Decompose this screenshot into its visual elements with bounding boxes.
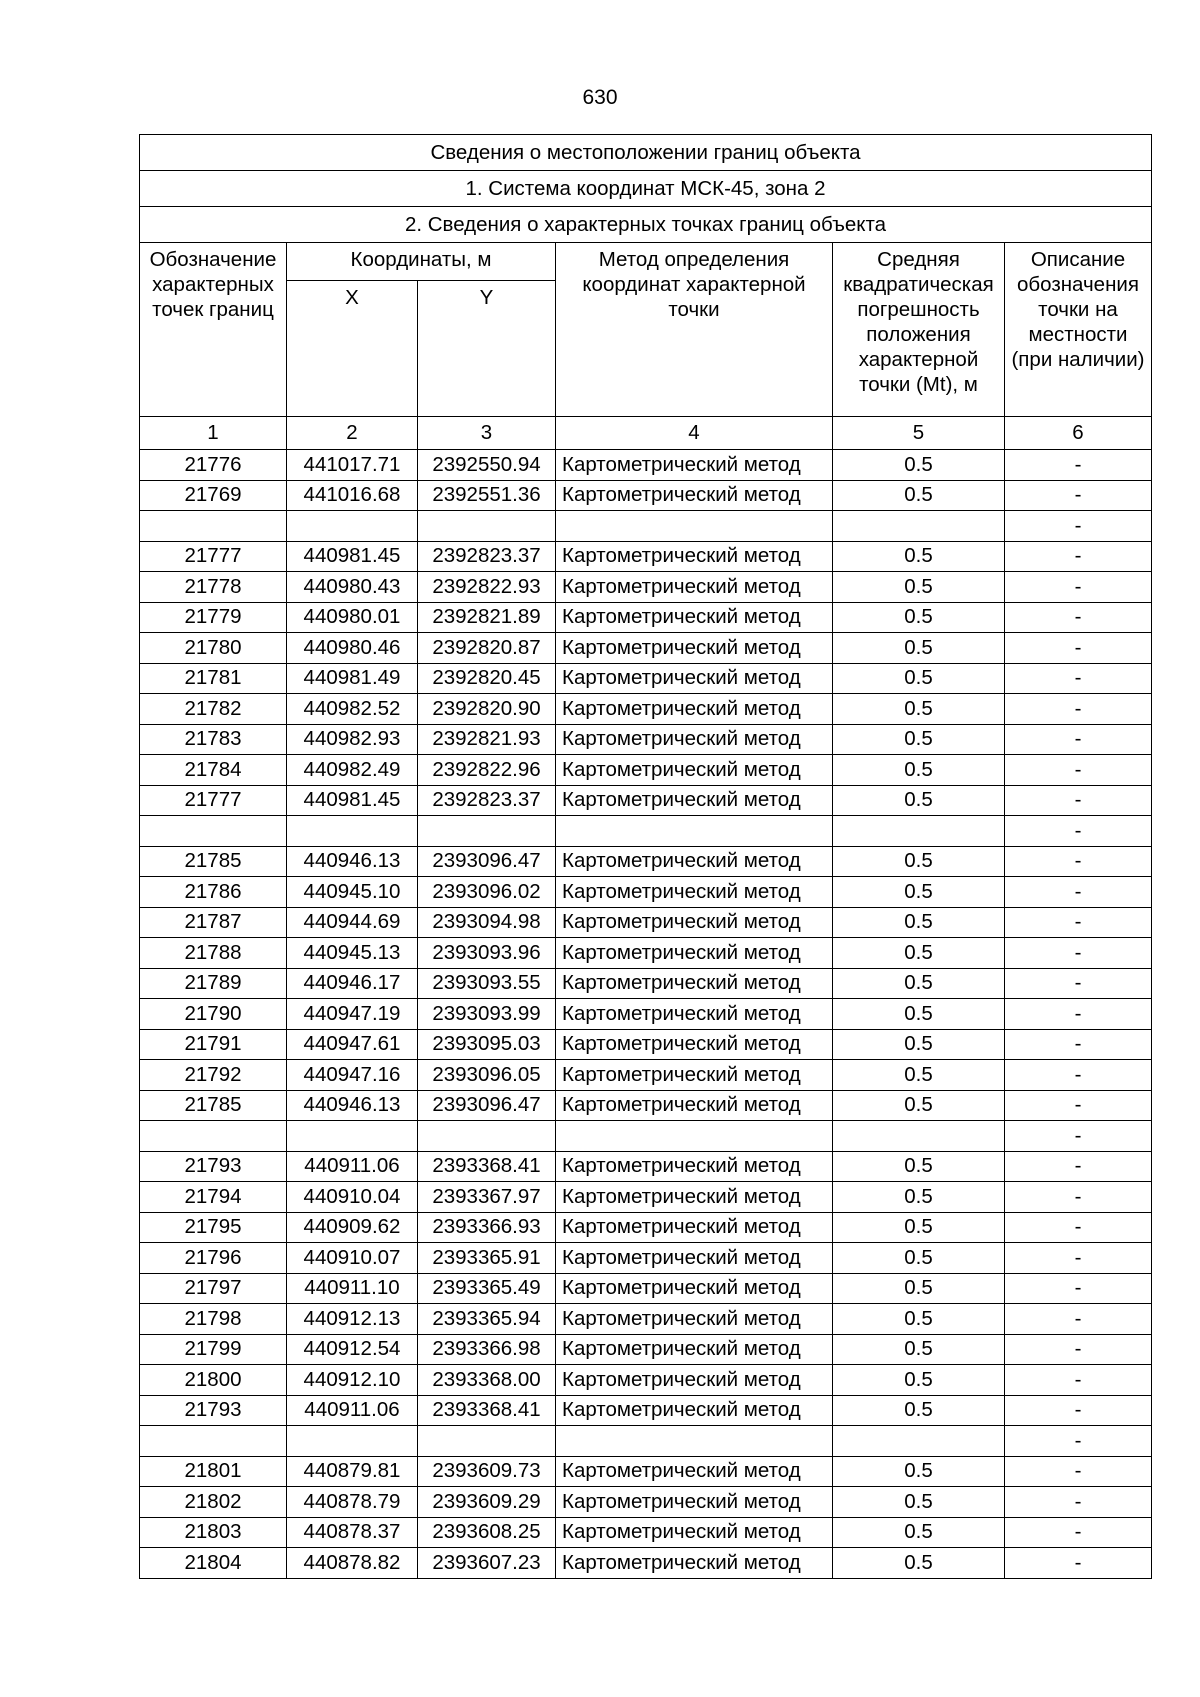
description-cell: - [1005,1182,1152,1213]
description-cell: - [1005,450,1152,481]
description-cell: - [1005,846,1152,877]
table-subtitle-row [140,207,1152,243]
x-coordinate-cell: 440912.10 [287,1365,418,1396]
point-id-cell: 21785 [140,1090,287,1121]
table-title: Сведения о местоположении границ объекта [140,135,1152,171]
y-coordinate-cell: 2393368.00 [418,1365,556,1396]
table-title-row [140,135,1152,171]
table-row [140,1334,1152,1365]
description-cell: - [1005,572,1152,603]
point-id-cell [140,816,287,847]
y-coordinate-cell: 2392822.93 [418,572,556,603]
table-row [140,816,1152,847]
method-cell: Картометрический метод [556,1548,833,1579]
x-coordinate-cell: 440980.01 [287,602,418,633]
page-number: 630 [582,86,618,109]
table-subtitle: 2. Сведения о характерных точках границ объекта [140,207,1152,243]
method-cell: Картометрический метод [556,877,833,908]
header-description: Описание обозначения точки на местности (при наличии) [1005,243,1152,417]
method-cell: Картометрический метод [556,602,833,633]
method-cell: Картометрический метод [556,1151,833,1182]
description-cell: - [1005,1090,1152,1121]
x-coordinate-cell: 440945.13 [287,938,418,969]
table-row [140,694,1152,725]
description-cell: - [1005,480,1152,511]
table-row [140,1548,1152,1579]
error-cell: 0.5 [833,480,1005,511]
x-coordinate-cell: 440944.69 [287,907,418,938]
coordinate-system-row [140,171,1152,207]
point-id-cell: 21788 [140,938,287,969]
y-coordinate-cell [418,511,556,542]
x-coordinate-cell: 440947.61 [287,1029,418,1060]
x-coordinate-cell: 440878.37 [287,1517,418,1548]
point-id-cell [140,511,287,542]
description-cell: - [1005,1426,1152,1457]
y-coordinate-cell: 2392821.89 [418,602,556,633]
y-coordinate-cell: 2392551.36 [418,480,556,511]
y-coordinate-cell: 2393609.29 [418,1487,556,1518]
error-cell: 0.5 [833,968,1005,999]
point-id-cell: 21782 [140,694,287,725]
point-id-cell: 21787 [140,907,287,938]
error-cell: 0.5 [833,572,1005,603]
error-cell: 0.5 [833,1273,1005,1304]
point-id-cell: 21791 [140,1029,287,1060]
method-cell: Картометрический метод [556,1487,833,1518]
table-row [140,846,1152,877]
x-coordinate-cell: 440980.46 [287,633,418,664]
x-coordinate-cell: 440947.19 [287,999,418,1030]
description-cell: - [1005,1334,1152,1365]
error-cell [833,1121,1005,1152]
method-cell: Картометрический метод [556,694,833,725]
y-coordinate-cell: 2393096.02 [418,877,556,908]
x-coordinate-cell: 440981.49 [287,663,418,694]
method-cell: Картометрический метод [556,1517,833,1548]
method-cell: Картометрический метод [556,572,833,603]
table-row [140,1273,1152,1304]
y-coordinate-cell: 2393093.55 [418,968,556,999]
x-coordinate-cell: 440909.62 [287,1212,418,1243]
point-id-cell: 21793 [140,1395,287,1426]
point-id-cell: 21778 [140,572,287,603]
error-cell: 0.5 [833,1243,1005,1274]
method-cell: Картометрический метод [556,450,833,481]
error-cell: 0.5 [833,1395,1005,1426]
y-coordinate-cell: 2393365.94 [418,1304,556,1335]
error-cell: 0.5 [833,1365,1005,1396]
description-cell: - [1005,1548,1152,1579]
description-cell: - [1005,1029,1152,1060]
table-row [140,1090,1152,1121]
method-cell [556,1121,833,1152]
table-row [140,1487,1152,1518]
x-coordinate-cell [287,1426,418,1457]
error-cell: 0.5 [833,633,1005,664]
boundary-points-table [139,134,1152,1579]
point-id-cell: 21783 [140,724,287,755]
error-cell: 0.5 [833,1212,1005,1243]
description-cell: - [1005,633,1152,664]
point-id-cell: 21801 [140,1456,287,1487]
point-id-cell: 21793 [140,1151,287,1182]
error-cell: 0.5 [833,1517,1005,1548]
method-cell: Картометрический метод [556,846,833,877]
x-coordinate-cell: 440982.49 [287,755,418,786]
y-coordinate-cell: 2392820.90 [418,694,556,725]
description-cell: - [1005,1060,1152,1091]
y-coordinate-cell [418,1121,556,1152]
description-cell: - [1005,877,1152,908]
method-cell: Картометрический метод [556,1304,833,1335]
x-coordinate-cell: 440981.45 [287,541,418,572]
description-cell: - [1005,968,1152,999]
error-cell: 0.5 [833,1304,1005,1335]
description-cell: - [1005,1243,1152,1274]
x-coordinate-cell: 440912.13 [287,1304,418,1335]
x-coordinate-cell: 440946.13 [287,1090,418,1121]
description-cell: - [1005,938,1152,969]
point-id-cell: 21780 [140,633,287,664]
method-cell: Картометрический метод [556,480,833,511]
error-cell: 0.5 [833,1456,1005,1487]
table-row [140,907,1152,938]
error-cell: 0.5 [833,724,1005,755]
error-cell: 0.5 [833,1334,1005,1365]
description-cell: - [1005,1487,1152,1518]
y-coordinate-cell: 2393368.41 [418,1151,556,1182]
error-cell: 0.5 [833,1487,1005,1518]
y-coordinate-cell: 2392821.93 [418,724,556,755]
method-cell [556,816,833,847]
x-coordinate-cell: 440911.06 [287,1395,418,1426]
x-coordinate-cell: 440982.52 [287,694,418,725]
method-cell: Картометрический метод [556,1243,833,1274]
method-cell: Картометрический метод [556,1060,833,1091]
header-x: X [287,281,418,417]
description-cell: - [1005,602,1152,633]
error-cell: 0.5 [833,846,1005,877]
x-coordinate-cell: 440910.04 [287,1182,418,1213]
error-cell: 0.5 [833,999,1005,1030]
method-cell: Картометрический метод [556,1090,833,1121]
table-row [140,633,1152,664]
y-coordinate-cell: 2392820.87 [418,633,556,664]
table-row [140,1517,1152,1548]
point-id-cell: 21790 [140,999,287,1030]
point-id-cell: 21792 [140,1060,287,1091]
method-cell: Картометрический метод [556,755,833,786]
method-cell: Картометрический метод [556,1273,833,1304]
point-id-cell: 21803 [140,1517,287,1548]
error-cell [833,511,1005,542]
column-numbers-row [140,417,1152,450]
description-cell: - [1005,511,1152,542]
point-id-cell: 21781 [140,663,287,694]
point-id-cell: 21797 [140,1273,287,1304]
method-cell: Картометрический метод [556,1029,833,1060]
header-row-1 [140,243,1152,281]
x-coordinate-cell: 440981.45 [287,785,418,816]
point-id-cell [140,1121,287,1152]
header-method: Метод определения координат характерной точки [556,243,833,417]
y-coordinate-cell: 2393367.97 [418,1182,556,1213]
description-cell: - [1005,1273,1152,1304]
method-cell: Картометрический метод [556,907,833,938]
point-id-cell: 21802 [140,1487,287,1518]
description-cell: - [1005,755,1152,786]
y-coordinate-cell: 2393607.23 [418,1548,556,1579]
point-id-cell: 21784 [140,755,287,786]
header-y: Y [418,281,556,417]
method-cell: Картометрический метод [556,938,833,969]
point-id-cell: 21776 [140,450,287,481]
table-row [140,1243,1152,1274]
point-id-cell: 21777 [140,785,287,816]
method-cell [556,511,833,542]
point-id-cell: 21800 [140,1365,287,1396]
table-row [140,724,1152,755]
method-cell: Картометрический метод [556,1365,833,1396]
y-coordinate-cell: 2393365.49 [418,1273,556,1304]
description-cell: - [1005,1456,1152,1487]
table-row [140,938,1152,969]
method-cell: Картометрический метод [556,724,833,755]
error-cell: 0.5 [833,694,1005,725]
y-coordinate-cell: 2393093.96 [418,938,556,969]
coordinate-system: 1. Система координат МСК-45, зона 2 [140,171,1152,207]
method-cell: Картометрический метод [556,1182,833,1213]
error-cell: 0.5 [833,785,1005,816]
error-cell: 0.5 [833,877,1005,908]
x-coordinate-cell: 441017.71 [287,450,418,481]
method-cell: Картометрический метод [556,633,833,664]
point-id-cell: 21804 [140,1548,287,1579]
y-coordinate-cell: 2393096.05 [418,1060,556,1091]
x-coordinate-cell: 440878.82 [287,1548,418,1579]
method-cell: Картометрический метод [556,541,833,572]
table-row [140,1365,1152,1396]
table-row [140,1426,1152,1457]
description-cell: - [1005,1395,1152,1426]
y-coordinate-cell: 2392823.37 [418,785,556,816]
error-cell: 0.5 [833,1090,1005,1121]
x-coordinate-cell: 440878.79 [287,1487,418,1518]
table-row [140,480,1152,511]
x-coordinate-cell: 440982.93 [287,724,418,755]
description-cell: - [1005,541,1152,572]
description-cell: - [1005,785,1152,816]
table-row [140,999,1152,1030]
column-number: 3 [418,417,556,450]
table-row [140,450,1152,481]
error-cell: 0.5 [833,755,1005,786]
column-number: 1 [140,417,287,450]
table-row [140,1060,1152,1091]
table-row [140,1212,1152,1243]
column-number: 6 [1005,417,1152,450]
table-row [140,1395,1152,1426]
x-coordinate-cell: 440945.10 [287,877,418,908]
table-row [140,663,1152,694]
point-id-cell: 21779 [140,602,287,633]
column-number: 5 [833,417,1005,450]
table-row [140,755,1152,786]
method-cell [556,1426,833,1457]
table-row [140,1029,1152,1060]
method-cell: Картометрический метод [556,1395,833,1426]
method-cell: Картометрический метод [556,999,833,1030]
point-id-cell: 21785 [140,846,287,877]
x-coordinate-cell [287,816,418,847]
y-coordinate-cell: 2393608.25 [418,1517,556,1548]
y-coordinate-cell: 2393093.99 [418,999,556,1030]
y-coordinate-cell: 2393366.93 [418,1212,556,1243]
y-coordinate-cell: 2393365.91 [418,1243,556,1274]
y-coordinate-cell: 2393094.98 [418,907,556,938]
description-cell: - [1005,694,1152,725]
error-cell: 0.5 [833,541,1005,572]
table-row [140,877,1152,908]
table-row [140,1456,1152,1487]
header-designation: Обозначение характерных точек границ [140,243,287,417]
table-row [140,968,1152,999]
description-cell: - [1005,663,1152,694]
header-coordinates: Координаты, м [287,243,556,281]
method-cell: Картометрический метод [556,968,833,999]
y-coordinate-cell: 2393096.47 [418,846,556,877]
error-cell: 0.5 [833,1548,1005,1579]
point-id-cell [140,1426,287,1457]
y-coordinate-cell: 2393609.73 [418,1456,556,1487]
column-number: 2 [287,417,418,450]
error-cell: 0.5 [833,1029,1005,1060]
point-id-cell: 21786 [140,877,287,908]
description-cell: - [1005,907,1152,938]
y-coordinate-cell: 2392822.96 [418,755,556,786]
error-cell: 0.5 [833,938,1005,969]
table-row [140,602,1152,633]
method-cell: Картометрический метод [556,785,833,816]
x-coordinate-cell: 440980.43 [287,572,418,603]
method-cell: Картометрический метод [556,663,833,694]
point-id-cell: 21769 [140,480,287,511]
table-row [140,541,1152,572]
description-cell: - [1005,1517,1152,1548]
error-cell: 0.5 [833,602,1005,633]
y-coordinate-cell: 2392550.94 [418,450,556,481]
x-coordinate-cell: 440910.07 [287,1243,418,1274]
x-coordinate-cell: 440947.16 [287,1060,418,1091]
x-coordinate-cell: 440911.10 [287,1273,418,1304]
x-coordinate-cell: 440946.17 [287,968,418,999]
y-coordinate-cell: 2392823.37 [418,541,556,572]
point-id-cell: 21777 [140,541,287,572]
y-coordinate-cell: 2393096.47 [418,1090,556,1121]
error-cell: 0.5 [833,1151,1005,1182]
x-coordinate-cell [287,511,418,542]
method-cell: Картометрический метод [556,1212,833,1243]
error-cell: 0.5 [833,1182,1005,1213]
y-coordinate-cell: 2393095.03 [418,1029,556,1060]
description-cell: - [1005,724,1152,755]
x-coordinate-cell: 440912.54 [287,1334,418,1365]
y-coordinate-cell [418,816,556,847]
error-cell: 0.5 [833,907,1005,938]
table-row [140,785,1152,816]
description-cell: - [1005,1365,1152,1396]
header-error: Средняя квадратическая погрешность положения характерной точки (Mt), м [833,243,1005,417]
description-cell: - [1005,999,1152,1030]
table-row [140,511,1152,542]
y-coordinate-cell [418,1426,556,1457]
point-id-cell: 21789 [140,968,287,999]
description-cell: - [1005,816,1152,847]
table-row [140,1182,1152,1213]
description-cell: - [1005,1151,1152,1182]
column-number: 4 [556,417,833,450]
table-row [140,1121,1152,1152]
error-cell [833,1426,1005,1457]
table-row [140,572,1152,603]
x-coordinate-cell [287,1121,418,1152]
description-cell: - [1005,1304,1152,1335]
error-cell: 0.5 [833,663,1005,694]
method-cell: Картометрический метод [556,1334,833,1365]
description-cell: - [1005,1121,1152,1152]
x-coordinate-cell: 440879.81 [287,1456,418,1487]
point-id-cell: 21799 [140,1334,287,1365]
error-cell [833,816,1005,847]
error-cell: 0.5 [833,450,1005,481]
method-cell: Картометрический метод [556,1456,833,1487]
y-coordinate-cell: 2392820.45 [418,663,556,694]
point-id-cell: 21798 [140,1304,287,1335]
point-id-cell: 21794 [140,1182,287,1213]
x-coordinate-cell: 441016.68 [287,480,418,511]
table-row [140,1151,1152,1182]
error-cell: 0.5 [833,1060,1005,1091]
table-row [140,1304,1152,1335]
point-id-cell: 21795 [140,1212,287,1243]
point-id-cell: 21796 [140,1243,287,1274]
y-coordinate-cell: 2393366.98 [418,1334,556,1365]
description-cell: - [1005,1212,1152,1243]
x-coordinate-cell: 440946.13 [287,846,418,877]
x-coordinate-cell: 440911.06 [287,1151,418,1182]
y-coordinate-cell: 2393368.41 [418,1395,556,1426]
